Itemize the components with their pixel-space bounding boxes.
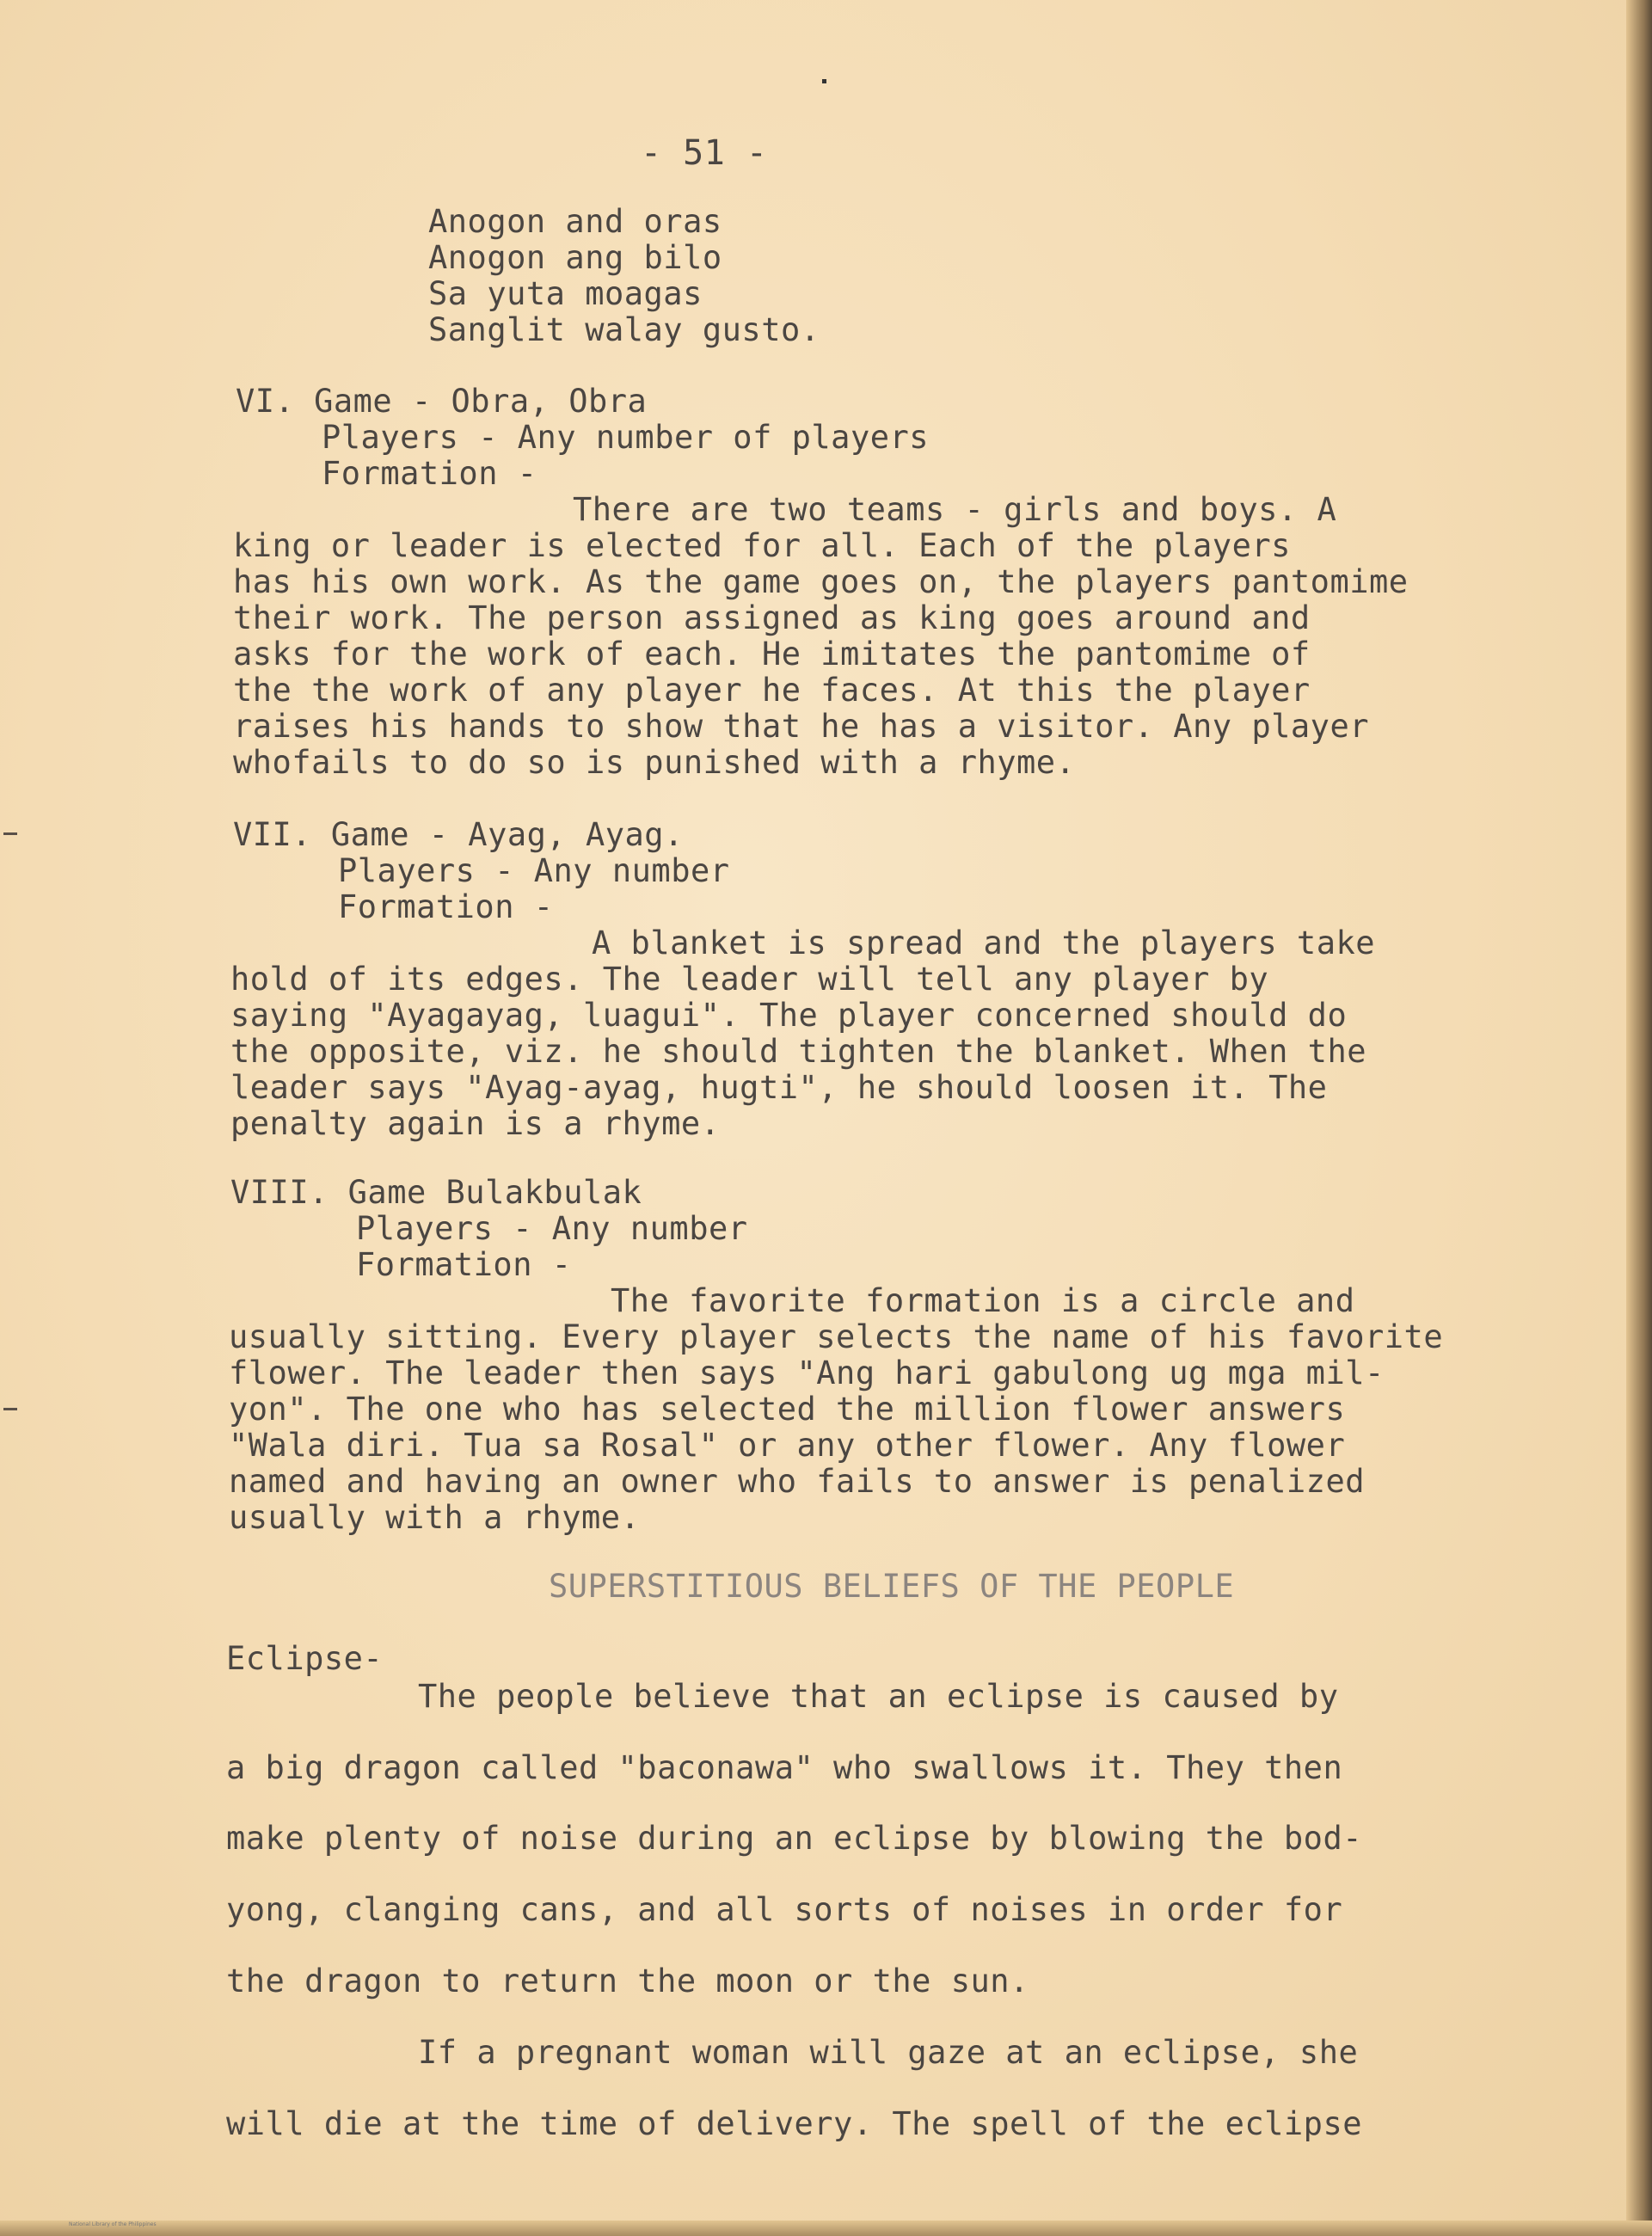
paragraph-line: "Wala diri. Tua sa Rosal" or any other flower. Any flower xyxy=(229,1427,1346,1464)
page-edge-shadow xyxy=(1626,0,1652,2236)
page-number: - 51 - xyxy=(641,133,768,173)
verse-line: Anogon ang bilo xyxy=(428,239,722,276)
paragraph-line: make plenty of noise during an eclipse by blowing the bod- xyxy=(226,1820,1363,1857)
paragraph-line: A blanket is spread and the players take xyxy=(592,924,1376,961)
margin-tick xyxy=(3,1408,17,1410)
game-heading: VII. Game - Ayag, Ayag. xyxy=(233,816,684,853)
paragraph-line: a big dragon called "baconawa" who swallows it. They then xyxy=(226,1749,1343,1786)
game-heading: VI. Game - Obra, Obra xyxy=(236,383,648,420)
paragraph-line: yong, clanging cans, and all sorts of noises in order for xyxy=(226,1891,1343,1928)
paragraph-line: flower. The leader then says "Ang hari gabulong ug mga mil- xyxy=(229,1354,1385,1391)
paragraph-line: If a pregnant woman will gaze at an eclipse, she xyxy=(418,2034,1359,2071)
paragraph-line: usually sitting. Every player selects the name of his favorite xyxy=(229,1318,1444,1355)
game-heading: VIII. Game Bulakbulak xyxy=(230,1174,642,1211)
paragraph-line: has his own work. As the game goes on, the players pantomime xyxy=(233,563,1409,600)
paragraph-line: will die at the time of delivery. The spell of the eclipse xyxy=(226,2105,1363,2142)
paragraph-line: The people believe that an eclipse is caused by xyxy=(418,1678,1339,1715)
paragraph-line: the the work of any player he faces. At this the player xyxy=(233,672,1311,709)
paragraph-line: the opposite, viz. he should tighten the blanket. When the xyxy=(230,1033,1367,1070)
paragraph-line: yon". The one who has selected the million flower answers xyxy=(229,1391,1346,1428)
formation-line: Formation - xyxy=(356,1246,572,1283)
margin-tick xyxy=(3,832,17,835)
paragraph-line: There are two teams - girls and boys. A xyxy=(573,491,1337,528)
paragraph-line: leader says "Ayag-ayag, hugti", he should loosen it. The xyxy=(230,1069,1328,1106)
paragraph-line: saying "Ayagayag, luagui". The player concerned should do xyxy=(230,997,1348,1034)
speck-mark xyxy=(822,79,826,83)
paragraph-line: whofails to do so is punished with a rhyme. xyxy=(233,744,1076,781)
paragraph-line: king or leader is elected for all. Each of the players xyxy=(233,527,1291,564)
paragraph-line: their work. The person assigned as king goes around and xyxy=(233,599,1311,636)
paragraph-line: the dragon to return the moon or the sun. xyxy=(226,1963,1029,2000)
paragraph-line: named and having an owner who fails to answer is penalized xyxy=(229,1463,1366,1500)
verse-line: Anogon and oras xyxy=(428,203,722,240)
formation-line: Formation - xyxy=(322,455,537,492)
paragraph-line: hold of its edges. The leader will tell any player by xyxy=(230,961,1269,998)
paragraph-line: The favorite formation is a circle and xyxy=(611,1282,1355,1319)
paragraph-line: penalty again is a rhyme. xyxy=(230,1105,721,1142)
paragraph-line: usually with a rhyme. xyxy=(229,1499,641,1536)
footer-credit: National Library of the Philippines xyxy=(69,2221,157,2227)
eclipse-heading: Eclipse- xyxy=(226,1640,384,1677)
players-line: Players - Any number of players xyxy=(322,419,930,456)
section-title: SUPERSTITIOUS BELIEFS OF THE PEOPLE xyxy=(549,1568,1235,1605)
players-line: Players - Any number xyxy=(338,852,730,889)
verse-line: Sa yuta moagas xyxy=(428,275,703,312)
paragraph-line: raises his hands to show that he has a visitor. Any player xyxy=(233,708,1370,745)
formation-line: Formation - xyxy=(338,888,554,925)
verse-line: Sanglit walay gusto. xyxy=(428,311,820,348)
page-bottom-edge xyxy=(0,2221,1652,2236)
players-line: Players - Any number xyxy=(356,1210,748,1247)
paragraph-line: asks for the work of each. He imitates the pantomime of xyxy=(233,636,1311,673)
